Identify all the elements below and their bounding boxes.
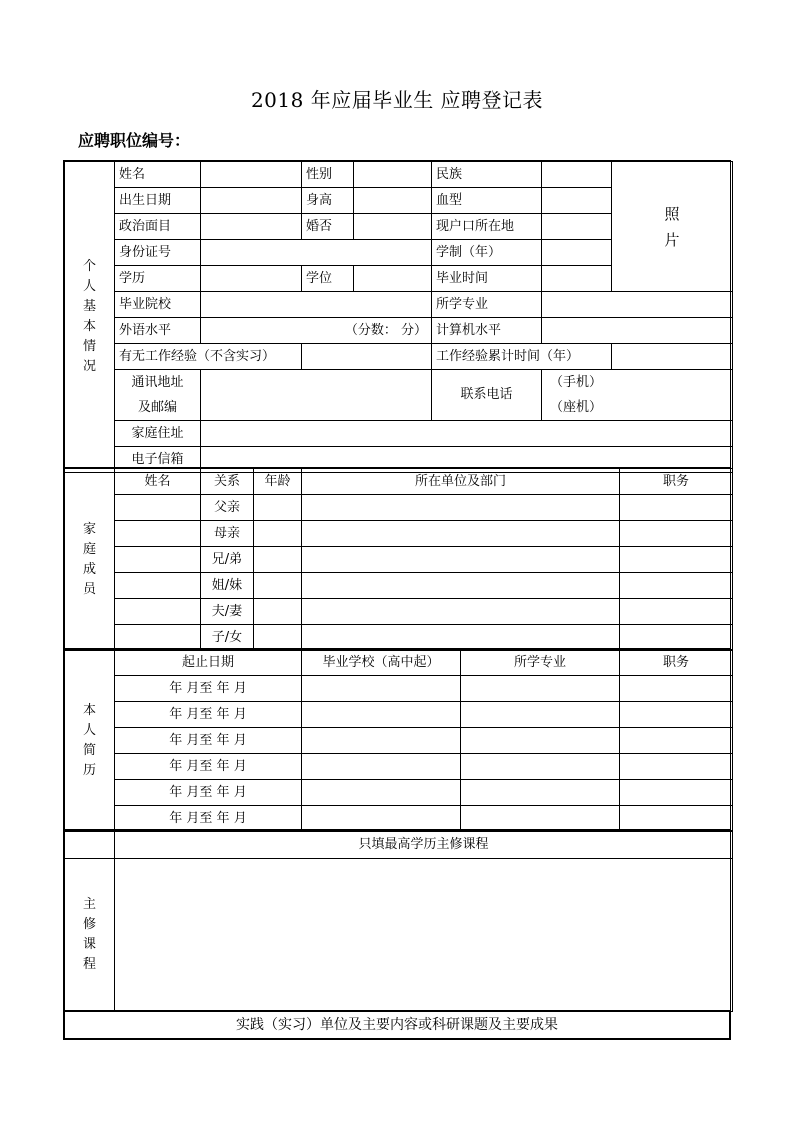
section-label-basic: 个人基本情况 <box>65 162 115 473</box>
label-major: 所学专业 <box>432 292 542 318</box>
family-age-cell[interactable] <box>254 495 302 521</box>
practice-section <box>63 1011 731 1040</box>
field-blood[interactable] <box>542 188 612 214</box>
family-employer-cell[interactable] <box>302 573 620 599</box>
family-employer-cell[interactable] <box>302 495 620 521</box>
field-computer[interactable] <box>542 318 733 344</box>
family-age-cell[interactable] <box>254 625 302 651</box>
relation-father: 父亲 <box>201 495 254 521</box>
label-political: 政治面目 <box>115 214 201 240</box>
position-number-label: 应聘职位编号： <box>78 131 191 150</box>
resume-title-cell[interactable] <box>620 806 733 832</box>
family-header-employer: 所在单位及部门 <box>302 469 620 495</box>
courses-note-spacer <box>65 831 115 859</box>
resume-section <box>63 649 731 830</box>
resume-title-cell[interactable] <box>620 702 733 728</box>
label-work-years: 工作经验累计时间（年） <box>432 344 612 370</box>
field-grad-time[interactable] <box>542 266 612 292</box>
field-birth[interactable] <box>201 188 302 214</box>
relation-brother: 兄/弟 <box>201 547 254 573</box>
resume-title-cell[interactable] <box>620 728 733 754</box>
label-hukou: 现户口所在地 <box>432 214 542 240</box>
family-age-cell[interactable] <box>254 573 302 599</box>
field-political[interactable] <box>201 214 302 240</box>
family-header-title: 职务 <box>620 469 733 495</box>
resume-school-cell[interactable] <box>302 676 461 702</box>
table-row <box>65 754 733 780</box>
family-title-cell[interactable] <box>620 599 733 625</box>
field-ethnicity[interactable] <box>542 162 612 188</box>
table-row <box>65 573 733 599</box>
field-name[interactable] <box>201 162 302 188</box>
family-name-cell[interactable] <box>115 599 201 625</box>
resume-header-major: 所学专业 <box>461 650 620 676</box>
field-work-years[interactable] <box>612 344 733 370</box>
table-row <box>65 495 733 521</box>
practice-header: 实践（实习）单位及主要内容或科研课题及主要成果 <box>65 1012 730 1039</box>
form-title: 2018 年应届毕业生 应聘登记表 <box>250 88 544 112</box>
resume-school-cell[interactable] <box>302 754 461 780</box>
photo-box[interactable]: 照片 <box>612 162 733 292</box>
label-education: 学历 <box>115 266 201 292</box>
field-schooling[interactable] <box>542 240 612 266</box>
resume-title-cell[interactable] <box>620 780 733 806</box>
field-gender[interactable] <box>354 162 432 188</box>
field-foreign-language[interactable]: （分数： 分） <box>201 318 432 344</box>
family-title-cell[interactable] <box>620 521 733 547</box>
family-name-cell[interactable] <box>115 521 201 547</box>
resume-major-cell[interactable] <box>461 702 620 728</box>
resume-school-cell[interactable] <box>302 702 461 728</box>
resume-date-cell[interactable]: 年 月至 年 月 <box>115 780 302 806</box>
family-header-age: 年龄 <box>254 469 302 495</box>
field-marital[interactable] <box>354 214 432 240</box>
family-employer-cell[interactable] <box>302 599 620 625</box>
field-hukou[interactable] <box>542 214 612 240</box>
resume-header-dates: 起止日期 <box>115 650 302 676</box>
table-row <box>65 780 733 806</box>
label-id-number: 身份证号 <box>115 240 201 266</box>
resume-date-cell[interactable]: 年 月至 年 月 <box>115 806 302 832</box>
resume-date-cell[interactable]: 年 月至 年 月 <box>115 676 302 702</box>
resume-date-cell[interactable]: 年 月至 年 月 <box>115 754 302 780</box>
field-work-experience[interactable] <box>302 344 432 370</box>
label-email: 电子信箱 <box>115 447 201 473</box>
label-school: 毕业院校 <box>115 292 201 318</box>
label-grad-time: 毕业时间 <box>432 266 542 292</box>
label-computer: 计算机水平 <box>432 318 542 344</box>
courses-section <box>63 830 731 1011</box>
resume-header-school: 毕业学校（高中起） <box>302 650 461 676</box>
field-id-number[interactable] <box>201 240 432 266</box>
label-height: 身高 <box>302 188 354 214</box>
resume-major-cell[interactable] <box>461 676 620 702</box>
table-row <box>65 547 733 573</box>
label-name: 姓名 <box>115 162 201 188</box>
label-marital: 婚否 <box>302 214 354 240</box>
table-row <box>65 599 733 625</box>
relation-sister: 姐/妹 <box>201 573 254 599</box>
field-height[interactable] <box>354 188 432 214</box>
table-row <box>65 676 733 702</box>
field-address[interactable] <box>201 370 432 421</box>
resume-major-cell[interactable] <box>461 780 620 806</box>
mobile-label: （手机） <box>550 375 603 390</box>
label-foreign-language: 外语水平 <box>115 318 201 344</box>
label-home-address: 家庭住址 <box>115 421 201 447</box>
table-row <box>65 728 733 754</box>
table-row <box>65 521 733 547</box>
table-row <box>65 702 733 728</box>
courses-field[interactable] <box>115 859 733 1012</box>
family-age-cell[interactable] <box>254 521 302 547</box>
relation-mother: 母亲 <box>201 521 254 547</box>
resume-school-cell[interactable] <box>302 728 461 754</box>
family-title-cell[interactable] <box>620 547 733 573</box>
family-title-cell[interactable] <box>620 495 733 521</box>
resume-title-cell[interactable] <box>620 754 733 780</box>
section-label-courses: 主修课程 <box>65 859 115 1012</box>
relation-spouse: 夫/妻 <box>201 599 254 625</box>
family-age-cell[interactable] <box>254 547 302 573</box>
family-title-cell[interactable] <box>620 573 733 599</box>
field-education[interactable] <box>201 266 302 292</box>
resume-date-cell[interactable]: 年 月至 年 月 <box>115 728 302 754</box>
landline-label: （座机） <box>550 400 603 415</box>
section-label-family: 家庭成员 <box>65 469 115 651</box>
field-degree[interactable] <box>354 266 432 292</box>
family-employer-cell[interactable] <box>302 547 620 573</box>
family-name-cell[interactable] <box>115 495 201 521</box>
field-phone[interactable] <box>542 370 733 421</box>
label-gender: 性别 <box>302 162 354 188</box>
label-phone: 联系电话 <box>432 370 542 421</box>
resume-title-cell[interactable] <box>620 676 733 702</box>
family-name-cell[interactable] <box>115 547 201 573</box>
family-name-cell[interactable] <box>115 625 201 651</box>
basic-info-section <box>63 160 731 468</box>
label-blood: 血型 <box>432 188 542 214</box>
label-work-experience: 有无工作经验（不含实习） <box>115 344 302 370</box>
field-school[interactable] <box>201 292 432 318</box>
table-row <box>65 625 733 651</box>
resume-school-cell[interactable] <box>302 780 461 806</box>
family-header-relation: 关系 <box>201 469 254 495</box>
family-age-cell[interactable] <box>254 599 302 625</box>
family-section <box>63 468 731 649</box>
label-schooling: 学制（年） <box>432 240 542 266</box>
family-name-cell[interactable] <box>115 573 201 599</box>
resume-major-cell[interactable] <box>461 754 620 780</box>
table-row <box>65 806 733 832</box>
family-employer-cell[interactable] <box>302 521 620 547</box>
family-employer-cell[interactable] <box>302 625 620 651</box>
resume-school-cell[interactable] <box>302 806 461 832</box>
resume-major-cell[interactable] <box>461 728 620 754</box>
resume-header-title: 职务 <box>620 650 733 676</box>
resume-date-cell[interactable]: 年 月至 年 月 <box>115 702 302 728</box>
courses-note: 只填最高学历主修课程 <box>115 831 733 859</box>
resume-major-cell[interactable] <box>461 806 620 832</box>
field-major[interactable] <box>542 292 733 318</box>
field-home-address[interactable] <box>201 421 733 447</box>
section-label-resume: 本人简历 <box>65 650 115 832</box>
label-birth: 出生日期 <box>115 188 201 214</box>
label-ethnicity: 民族 <box>432 162 542 188</box>
family-title-cell[interactable] <box>620 625 733 651</box>
relation-child: 子/女 <box>201 625 254 651</box>
family-header-name: 姓名 <box>115 469 201 495</box>
label-address: 通讯地址 及邮编 <box>115 370 201 421</box>
label-degree: 学位 <box>302 266 354 292</box>
